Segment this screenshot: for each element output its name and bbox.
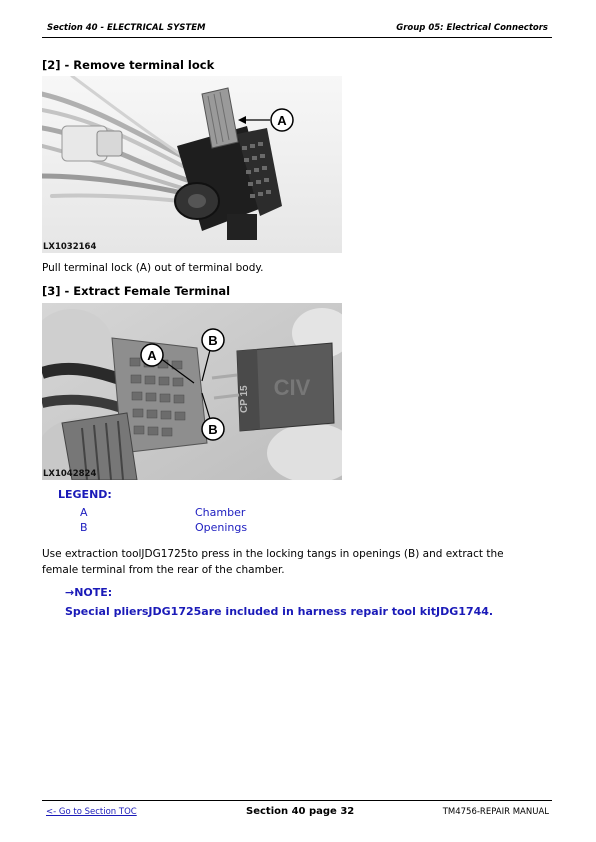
step2-heading: [2] - Remove terminal lock <box>42 58 215 72</box>
legend-item-b <box>80 521 248 534</box>
legend-key: A <box>80 506 88 519</box>
section-title: Section 40 - ELECTRICAL SYSTEM <box>47 23 206 33</box>
figure-label-2: LX1042824 <box>43 469 97 479</box>
page-number: Section 40 page 32 <box>246 806 355 817</box>
callout-a-label-2: A <box>147 348 157 363</box>
page-header <box>42 22 552 38</box>
legend-item-a <box>80 506 246 519</box>
callout-b-label-bottom: B <box>208 422 218 437</box>
note-title: →NOTE: <box>65 586 113 599</box>
legend-value: Chamber <box>195 506 246 519</box>
instruction-line-2: female terminal from the rear of the chamber. <box>42 564 285 576</box>
page-footer <box>42 800 552 820</box>
extract-terminal-photo <box>42 303 342 480</box>
legend-title: LEGEND: <box>58 488 112 501</box>
figure-label-1: LX1032164 <box>43 242 97 252</box>
legend-key: B <box>80 521 88 534</box>
callout-b-label-top: B <box>208 333 218 348</box>
step3-heading: [3] - Extract Female Terminal <box>42 284 231 298</box>
section-toc-link[interactable]: <- Go to Section TOC <box>46 807 137 817</box>
manual-title: TM4756-REPAIR MANUAL <box>442 807 549 817</box>
legend-value: Openings <box>195 521 248 534</box>
callout-a-label: A <box>277 113 287 128</box>
terminal-lock-photo <box>42 76 342 253</box>
tool-marking-1: CIV <box>273 375 311 400</box>
instruction-text <box>42 546 542 578</box>
tool-marking-2: CP 15 <box>239 385 250 413</box>
note-text: Special pliersJDG1725are included in harness repair tool kitJDG1744. <box>65 605 494 618</box>
step2-caption: Pull terminal lock (A) out of terminal body. <box>42 262 264 274</box>
group-title: Group 05: Electrical Connectors <box>396 23 548 33</box>
instruction-line-1: Use extraction toolJDG1725to press in the locking tangs in openings (B) and extract the <box>42 548 504 560</box>
